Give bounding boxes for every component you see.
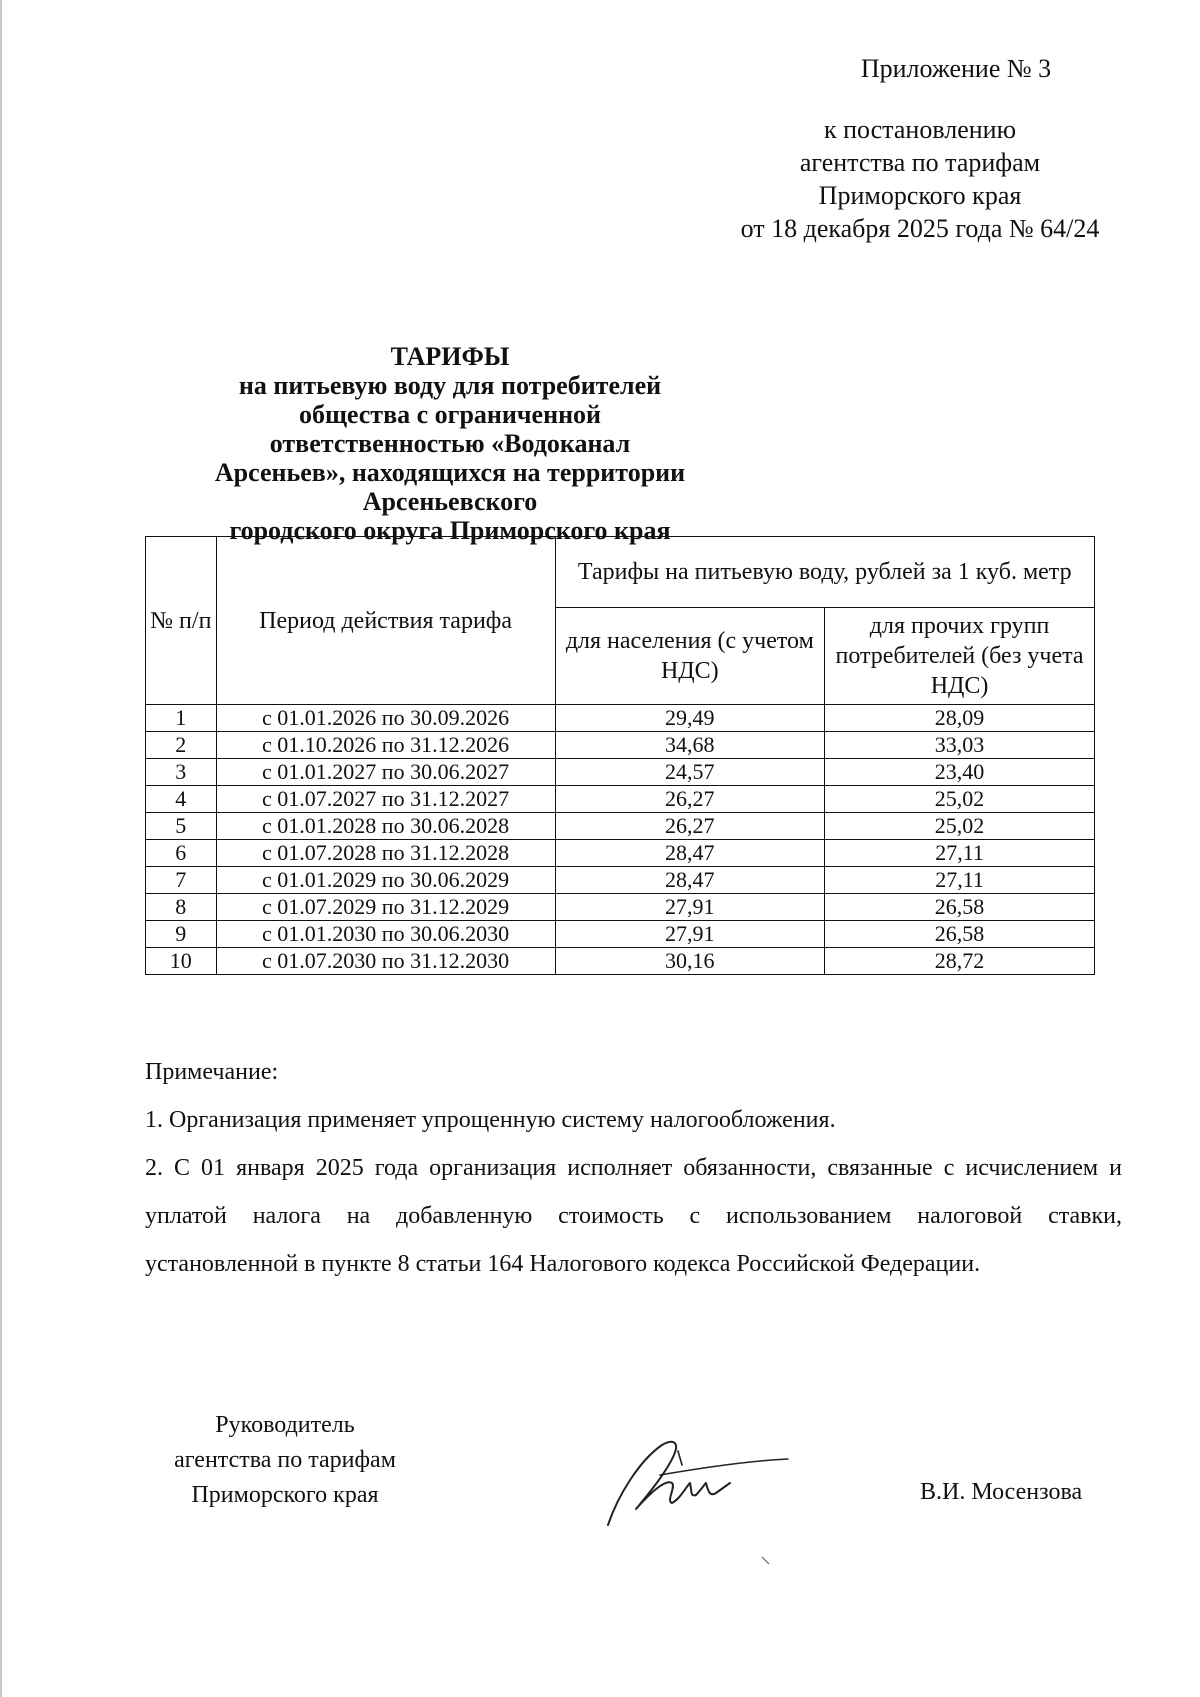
row-number: 5 [146, 813, 217, 840]
row-population-tariff: 26,27 [555, 786, 825, 813]
table-row [146, 705, 1095, 732]
row-population-tariff: 27,91 [555, 921, 825, 948]
position-line-2: агентства по тарифам [174, 1447, 396, 1473]
position-line-3: Приморского края [191, 1482, 379, 1508]
scan-edge [0, 0, 2, 1697]
appendix-block [720, 52, 1120, 245]
appendix-ref-line: к постановлению [823, 115, 1017, 144]
header-other-consumers: для прочих групп потребителей (без учета НДС) [825, 608, 1095, 705]
row-number: 2 [146, 732, 217, 759]
row-other-tariff: 26,58 [825, 921, 1095, 948]
title-subtitle-1: на питьевую воду для потребителей [238, 371, 662, 400]
row-number: 9 [146, 921, 217, 948]
note-item-2: 2. С 01 января 2025 года организация исполняет обязанности, связанные с исчислением и уплатой налога на добавленную стоимость с использованием налоговой ставки, установленной в пункте 8 статьи 164 Налогового кодекса Российской Федерации. [145, 1155, 1122, 1277]
row-period: с 01.07.2030 по 31.12.2030 [216, 948, 555, 975]
row-other-tariff: 23,40 [825, 759, 1095, 786]
appendix-number: Приложение № 3 [860, 54, 1052, 83]
title-subtitle-4: городского округа Приморского края [229, 516, 671, 545]
title-subtitle-3: Арсеньев», находящихся на территории Арсеньевского [214, 458, 686, 516]
tariff-table [145, 536, 1095, 975]
table-row [146, 921, 1095, 948]
row-population-tariff: 26,27 [555, 813, 825, 840]
row-other-tariff: 26,58 [825, 894, 1095, 921]
row-number: 10 [146, 948, 217, 975]
row-period: с 01.01.2029 по 30.06.2029 [216, 867, 555, 894]
row-other-tariff: 33,03 [825, 732, 1095, 759]
row-other-tariff: 28,72 [825, 948, 1095, 975]
row-number: 4 [146, 786, 217, 813]
handwritten-signature [600, 1425, 800, 1535]
header-period: Период действия тарифа [216, 537, 555, 705]
appendix-agency-line: агентства по тарифам [799, 148, 1041, 177]
title-subtitle-2: общества с ограниченной ответственностью «Водоканал [269, 400, 631, 458]
row-other-tariff: 28,09 [825, 705, 1095, 732]
row-period: с 01.01.2030 по 30.06.2030 [216, 921, 555, 948]
table-row [146, 732, 1095, 759]
row-other-tariff: 27,11 [825, 840, 1095, 867]
appendix-region-line: Приморского края [818, 181, 1022, 210]
table-row [146, 813, 1095, 840]
header-tariff-group: Тарифы на питьевую воду, рублей за 1 куб. метр [555, 537, 1094, 608]
row-population-tariff: 29,49 [555, 705, 825, 732]
table-row [146, 948, 1095, 975]
row-period: с 01.07.2027 по 31.12.2027 [216, 786, 555, 813]
notes-heading: Примечание: [145, 1059, 279, 1085]
table-row [146, 867, 1095, 894]
table-row [146, 840, 1095, 867]
row-number: 1 [146, 705, 217, 732]
table-row [146, 759, 1095, 786]
row-population-tariff: 24,57 [555, 759, 825, 786]
row-other-tariff: 27,11 [825, 867, 1095, 894]
row-population-tariff: 28,47 [555, 867, 825, 894]
signatory-name: В.И. Мосензова [920, 1479, 1083, 1505]
row-number: 3 [146, 759, 217, 786]
row-period: с 01.07.2029 по 31.12.2029 [216, 894, 555, 921]
row-period: с 01.10.2026 по 31.12.2026 [216, 732, 555, 759]
title-main: ТАРИФЫ [390, 342, 510, 371]
document-title [200, 342, 700, 545]
row-number: 7 [146, 867, 217, 894]
table-row [146, 894, 1095, 921]
row-period: с 01.01.2028 по 30.06.2028 [216, 813, 555, 840]
position-line-1: Руководитель [215, 1412, 355, 1438]
row-population-tariff: 27,91 [555, 894, 825, 921]
row-population-tariff: 28,47 [555, 840, 825, 867]
row-population-tariff: 30,16 [555, 948, 825, 975]
table-row [146, 786, 1095, 813]
row-period: с 01.07.2028 по 31.12.2028 [216, 840, 555, 867]
row-number: 8 [146, 894, 217, 921]
row-other-tariff: 25,02 [825, 786, 1095, 813]
header-number: № п/п [146, 537, 217, 705]
stray-mark [760, 1555, 780, 1575]
row-number: 6 [146, 840, 217, 867]
row-period: с 01.01.2026 по 30.09.2026 [216, 705, 555, 732]
row-period: с 01.01.2027 по 30.06.2027 [216, 759, 555, 786]
appendix-date-line: от 18 декабря 2025 года № 64/24 [740, 214, 1100, 243]
note-item-1: 1. Организация применяет упрощенную систему налогообложения. [145, 1107, 836, 1133]
header-population: для населения (с учетом НДС) [555, 608, 825, 705]
row-other-tariff: 25,02 [825, 813, 1095, 840]
signatory-position [145, 1408, 425, 1513]
notes-section [145, 1048, 1122, 1288]
row-population-tariff: 34,68 [555, 732, 825, 759]
